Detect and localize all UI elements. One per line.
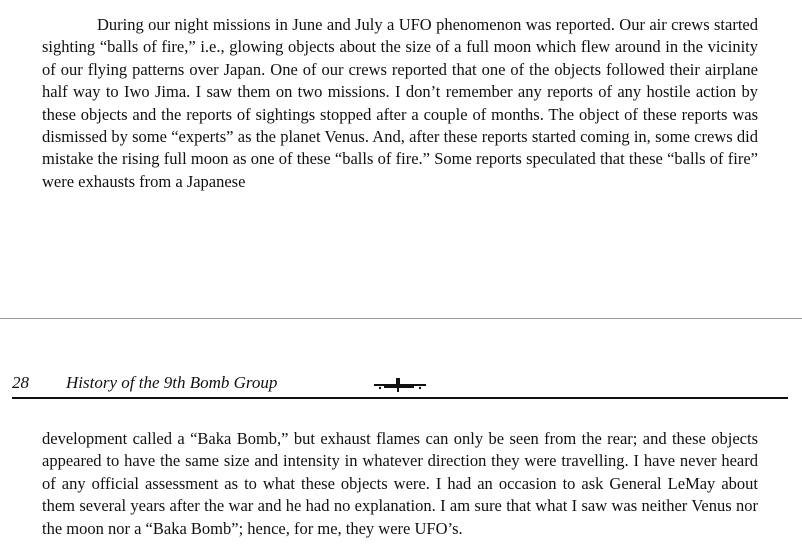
running-head [12,373,788,401]
top-page-paragraph: During our night missions in June and July a UFO phenomenon was reported. Our air crews started sighting “balls of fire,” i.e., glowing objects about the size of a full moon which flew around in the vicinity of our flying patterns over Japan. One of our crews reported that one of the objects followed their airplane half way to Iwo Jima. I saw them on two missions. I don’t remember any reports of any hostile action by these objects and the reports of sightings stopped after a couple of months. The object of these reports was dismissed by some “experts” as the planet Venus. And, after these reports started coming in, some crews did mistake the rising full moon as one of these “balls of fire.” Some reports speculated that these “balls of fire” were exhausts from a Japanese [42,15,758,191]
bottom-page-paragraph: development called a “Baka Bomb,” but exhaust flames can only be seen from the rear; and these objects appeared to have the same size and intensity in whatever direction they were travelling. I have never heard of any official assessment as to what these objects were. I had an occasion to ask General LeMay about them several years after the war and he had no explanation. I am sure that what I saw was neither Venus nor the moon nor a “Baka Bomb”; hence, for me, they were UFO’s. [42,429,758,538]
book-title: History of the 9th Bomb Group [66,373,278,392]
header-rule [12,397,788,399]
airplane-icon [370,375,430,395]
page-number: 28 [12,373,29,392]
